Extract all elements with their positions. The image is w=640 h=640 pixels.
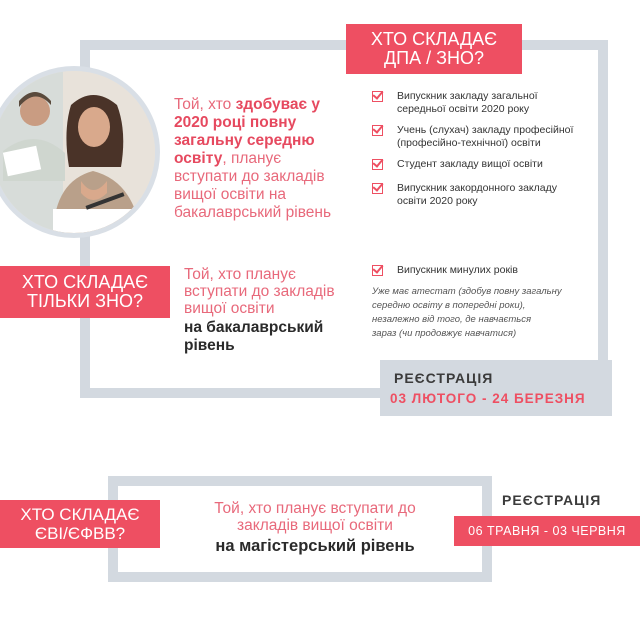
list-item-text: Учень (слухач) закладу професійної (397, 124, 574, 136)
note-line: незалежно від того, де навчається (372, 314, 532, 325)
title-line: ТІЛЬКИ ЗНО? (27, 291, 143, 311)
list-item-text: Випускник минулих років (397, 264, 518, 276)
students-illustration-icon (0, 71, 155, 233)
list-item-text: Випускник закладу загальної (397, 90, 538, 102)
registration-dates: 03 ЛЮТОГО - 24 БЕРЕЗНЯ (390, 391, 586, 406)
registration-label: РЕЄСТРАЦІЯ (394, 370, 494, 386)
checkbox-icon (372, 159, 383, 170)
past-graduates-item (372, 264, 602, 341)
list-item-text: (професійно-технічної) освіти (397, 137, 541, 149)
list-item-text: Випускник закордонного закладу (397, 182, 557, 194)
intro-rest: вступати до закладів (174, 168, 325, 185)
intro-prefix: Той, хто (174, 96, 236, 113)
intro-highlight: освіту (174, 150, 223, 167)
list-item (372, 124, 602, 150)
title-dpa-zno (346, 24, 522, 74)
title-line: ДПА / ЗНО? (383, 48, 485, 68)
bold-line: на бакалаврський (184, 319, 324, 336)
title-only-zno (0, 266, 170, 318)
note-line: Уже має атестат (здобув повну загальну (372, 286, 562, 297)
list-item (372, 158, 602, 171)
list-item-text: освіти 2020 року (397, 195, 478, 207)
intro-highlight: загальну середню (174, 132, 315, 149)
intro-highlight: здобуває у (235, 96, 321, 113)
registration-box (380, 360, 612, 416)
dpa-zno-list (372, 90, 602, 208)
intro-rest: вищої освіти на (174, 186, 286, 203)
title-line: ХТО СКЛАДАЄ (370, 29, 498, 49)
text-line: вищої освіти (184, 300, 275, 317)
title-evi-efvv (0, 500, 160, 548)
checkbox-icon (372, 125, 383, 136)
text-line: Той, хто планує вступати до (214, 500, 416, 517)
bold-line: на магістерський рівень (215, 537, 415, 555)
list-item (372, 182, 602, 208)
masters-text (170, 500, 460, 555)
registration-dates: 06 ТРАВНЯ - 03 ЧЕРВНЯ (468, 524, 626, 538)
list-item (372, 90, 602, 116)
intro-text (174, 96, 354, 222)
list-item-text: Студент закладу вищої освіти (397, 158, 543, 170)
checkbox-icon (372, 265, 383, 276)
checkbox-icon (372, 91, 383, 102)
intro-highlight: 2020 році повну (174, 114, 297, 131)
text-line: вступати до закладів (184, 283, 335, 300)
note-line: зараз (чи продовжує навчатися) (372, 328, 517, 339)
text-line: закладів вищої освіти (237, 517, 393, 534)
note-line: середню освіту в попередні роки), (372, 300, 526, 311)
registration2-dates-box (454, 516, 640, 546)
checkbox-icon (372, 183, 383, 194)
bold-line: рівень (184, 337, 235, 354)
title-line: ЄВІ/ЄФВВ? (34, 524, 126, 543)
title-line: ХТО СКЛАДАЄ (20, 505, 140, 524)
registration2-label: РЕЄСТРАЦІЯ (502, 492, 602, 508)
note-text (372, 285, 602, 341)
only-zno-text (184, 266, 354, 355)
text-line: Той, хто планує (184, 266, 296, 283)
intro-rest: бакалаврський рівень (174, 204, 332, 221)
list-item-text: середньої освіти 2020 року (397, 103, 530, 115)
title-line: ХТО СКЛАДАЄ (21, 272, 149, 292)
intro-rest: , планує (222, 150, 282, 167)
